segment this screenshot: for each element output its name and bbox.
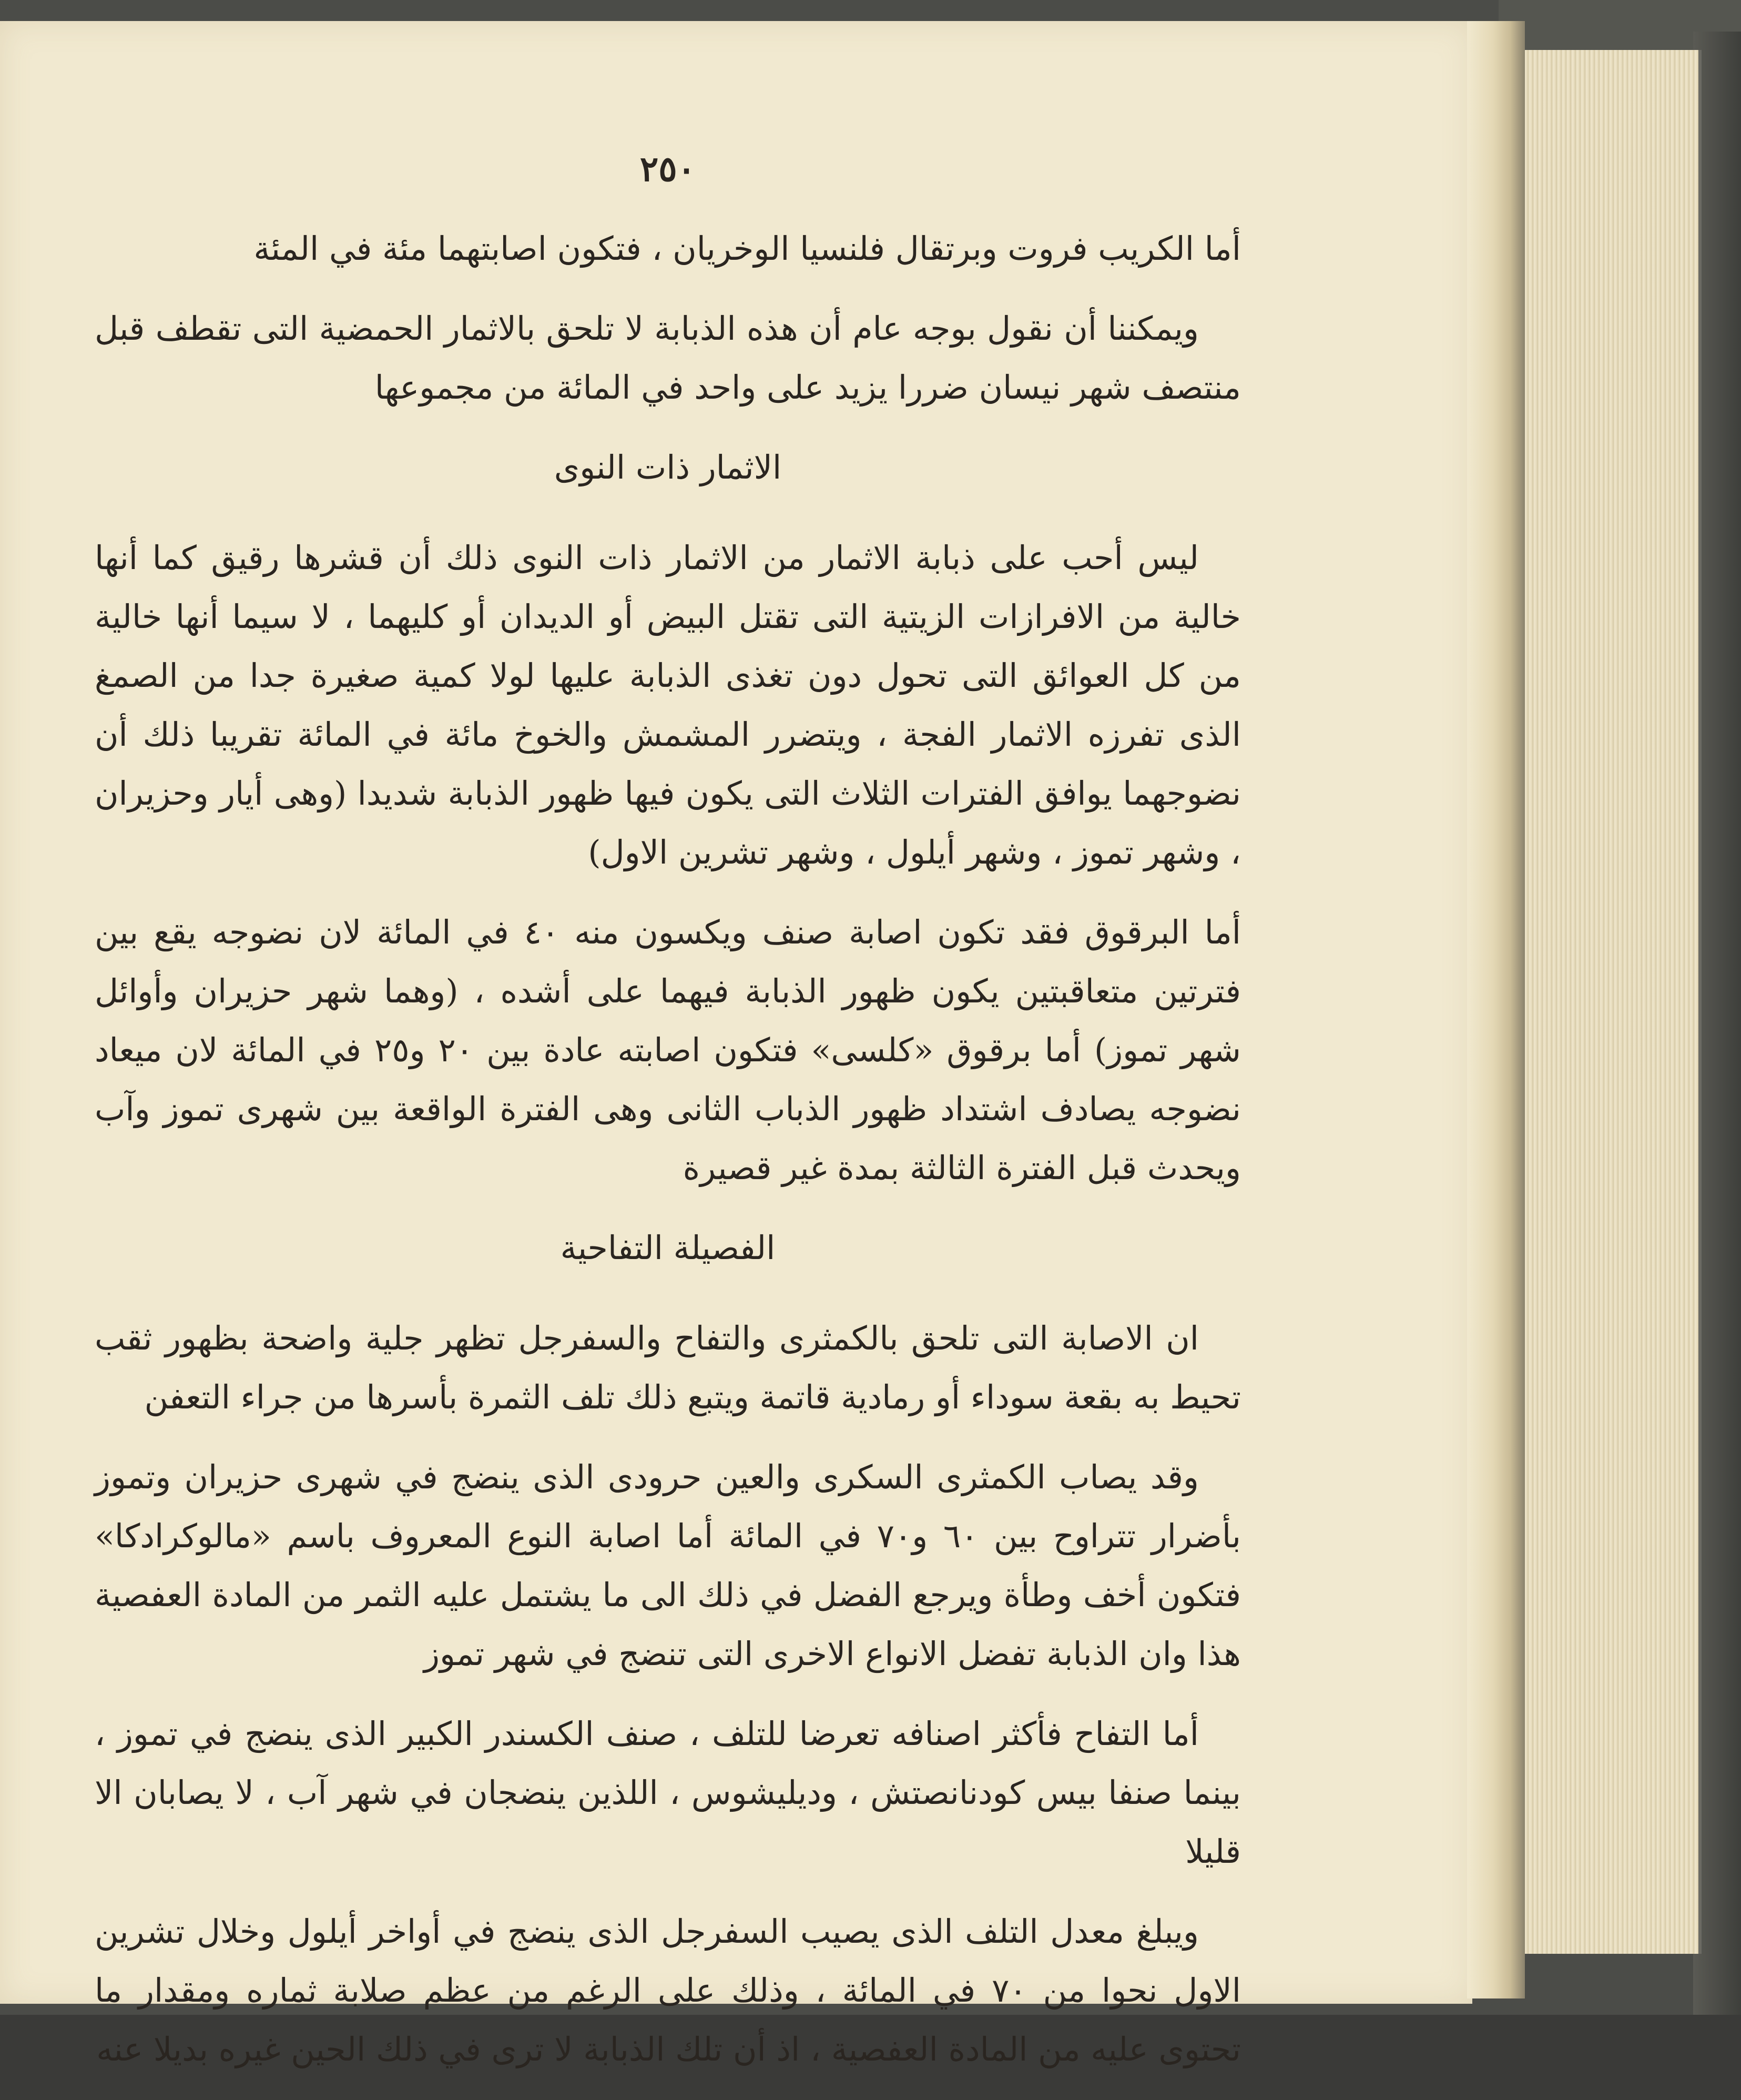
paragraph: ويبلغ معدل التلف الذى يصيب السفرجل الذى ينضج في أواخر أيلول وخلال تشرين الاول نحوا من ٧٠ في المائة ، وذلك على الرغم من عظم صلابة ثماره ومقدار ما تحتوى عليه من المادة العفصية ، اذ أن تلك الذبابة لا ترى في ذلك الحين غيره بديلا عنه [95, 1912, 1241, 2068]
page-text [95, 139, 1241, 2100]
paragraph: ان الاصابة التى تلحق بالكمثرى والتفاح والسفرجل تظهر جلية واضحة بظهور ثقب تحيط به بقعة سوداء أو رمادية قاتمة ويتبع ذلك تلف الثمرة بأسرها من جراء التعفن [95, 1319, 1241, 1416]
page-gutter [1467, 21, 1525, 1998]
paragraph: أما الكريب فروت وبرتقال فلنسيا الوخريان ، فتكون اصابتهما مئة في المئة [253, 229, 1241, 268]
book-page [0, 21, 1472, 2068]
page-edges [1525, 50, 1702, 1954]
paragraph: وقد يصاب الكمثرى السكرى والعين حرودى الذى ينضج في شهرى حزيران وتموز بأضرار تتراوح بين ٦٠ و٧٠ في المائة أما اصابة النوع المعروف باسم «مالوكرادكا» فتكون أخف وطأة ويرجع الفضل في ذلك الى ما يشتمل عليه الثمر من المادة العفصية هذا وان الذبابة تفضل الانواع الاخرى التى تنضج في شهر تموز [95, 1458, 1241, 1673]
paragraph: أما البرقوق فقد تكون اصابة صنف ويكسون منه ٤٠ في المائة لان نضوجه يقع بين فترتين متعاقبتين يكون ظهور الذبابة فيهما على أشده ، (وهما شهر حزيران وأوائل شهر تموز) أما برقوق «كلسى» فتكون اصابته عادة بين ٢٠ و٢٥ في المائة لان ميعاد نضوجه يصادف اشتداد ظهور الذباب الثانى وهى الفترة الواقعة بين شهرى تموز وآب ويحدث قبل الفترة الثالثة بمدة غير قصيرة [95, 913, 1241, 1187]
paragraph: ويمكننا أن نقول بوجه عام أن هذه الذبابة لا تلحق بالاثمار الحمضية التى تقطف قبل منتصف شهر نيسان ضررا يزيد على واحد في المائة من مجموعها [95, 309, 1241, 407]
paragraph: ليس أحب على ذبابة الاثمار من الاثمار ذات النوى ذلك أن قشرها رقيق كما أنها خالية من الافرازات الزيتية التى تقتل البيض أو الديدان أو كليهما ، لا سيما أنها خالية من كل العوائق التى تحول دون تغذى الذبابة عليها لولا كمية صغيرة جدا من الصمغ الذى تفرزه الاثمار الفجة ، ويتضرر المشمش والخوخ مائة في المائة تقريبا ذلك أن نضوجهما يوافق الفترات الثلاث التى يكون فيها ظهور الذبابة شديدا (وهى أيار وحزيران ، وشهر تموز ، وشهر أيلول ، وشهر تشرين الاول) [95, 539, 1241, 871]
paragraph: أما التفاح فأكثر اصنافه تعرضا للتلف ، صنف الكسندر الكبير الذى ينضج في تموز ، بينما صنفا بيس كودنانصتش ، وديليشوس ، اللذين ينضجان في شهر آب ، لا يصابان الا قليلا [95, 1715, 1241, 1871]
section-heading: الفصيلة التفاحية [560, 1229, 776, 1267]
section-heading: الاثمار ذات النوى [554, 448, 782, 486]
page-number: ٢٥٠ [639, 148, 696, 189]
